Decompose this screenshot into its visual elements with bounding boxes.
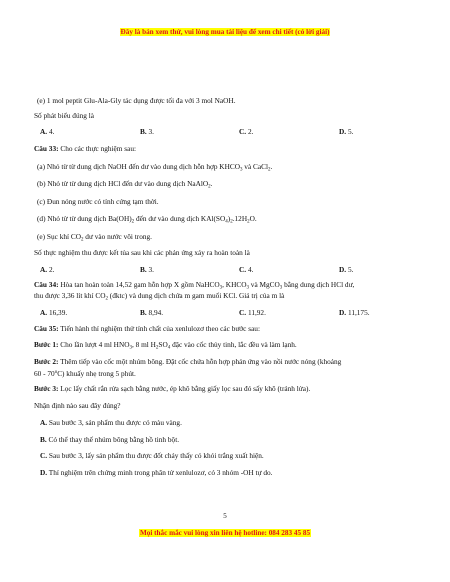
q33-option-d: D. 5. — [339, 265, 354, 274]
q34-options — [40, 308, 420, 317]
q33-option-c: C. 4. — [239, 265, 254, 274]
q32-option-b: B. 3. — [140, 127, 155, 136]
q33-item-e: (e) Sục khí $CO_2$ dư vào nước vôi trong. — [37, 232, 152, 243]
q35-question: Nhận định nào sau đây đúng? — [34, 401, 121, 410]
q35-label: Câu 35: — [34, 324, 59, 333]
q34-option-a: A. 16,39. — [40, 308, 68, 317]
q35-option-b: B. Có thể thay thế nhúm bông bằng hồ tinh bột. — [40, 435, 180, 444]
q32-option-a: A. 4. — [40, 127, 55, 136]
page-number: 5 — [223, 512, 227, 520]
q34-line-1: Câu 34: Hòa tan hoàn toàn 14,52 gam hỗn hợp X gồm NaHCO$_3$, $KHCO_3$ và MgCO$_3$ bằng dung dịch HCl dư, — [34, 280, 355, 291]
q34-option-b: B. 8,94. — [140, 308, 164, 317]
q33-intro: Cho các thực nghiệm sau: — [60, 144, 137, 153]
q33-option-b: B. 3. — [140, 265, 155, 274]
q33-item-b: (b) Nhỏ từ từ dung dịch HCl đến dư vào dung dịch NaAlO$_2$. — [37, 179, 213, 190]
q33-item-d: (d) Nhỏ từ từ dung dịch $Ba(OH)_2$ đến dư vào dung dịch $KAl(SO_4)_2.12H_2O$. — [37, 214, 257, 225]
q34-line-2: thu được 3,36 lít khí $CO_2$ (đktc) và dung dịch chứa m gam muối KCl. Giá trị của m là — [34, 291, 285, 302]
q34-option-c: C. 11,92. — [239, 308, 266, 317]
q32-item-e: (e) 1 mol peptit Glu-Ala-Gly tác dụng được tối đa với 3 mol NaOH. — [37, 96, 236, 105]
q35-option-c: C. Sau bước 3, lấy sản phẩm thu được đốt cháy thấy có khói trắng xuất hiện. — [40, 451, 264, 460]
q32-option-d: D. 5. — [339, 127, 354, 136]
q32-option-c: C. 2. — [239, 127, 254, 136]
preview-notice-text: Đây là bản xem thử, vui lòng mua tài liệu để xem chi tiết (có lời giải) — [120, 28, 330, 36]
q33-question: Số thực nghiệm thu được kết tủa sau khi các phản ứng xảy ra hoàn toàn là — [34, 248, 250, 257]
q35-step-1: Bước 1: Cho lần lượt 4 ml $HNO_3$, 8 ml $H_2SO_4$ đặc vào cốc thủy tinh, lắc đều và làm lạnh. — [34, 340, 297, 351]
preview-notice-banner — [0, 28, 450, 37]
q35-step-3: Bước 3: Lọc lấy chất rắn rửa sạch bằng nước, ép khô bằng giấy lọc sau đó sấy khô (tránh lửa). — [34, 384, 311, 393]
q33-heading — [34, 144, 136, 153]
hotline-footer-banner — [0, 529, 450, 538]
q35-intro: Tiến hành thí nghiệm thử tính chất của xenlulozơ theo các bước sau: — [58, 324, 260, 333]
q35-step-2-line-2: 60 - 70$^o$C) khuấy nhẹ trong 5 phút. — [34, 369, 136, 378]
hotline-footer-text: Mọi thắc mắc vui lòng xin liên hệ hotline: 084 283 45 85 — [139, 529, 311, 537]
q35-option-a: A. Sau bước 3, sản phẩm thu được có màu vàng. — [40, 418, 182, 427]
q32-options — [40, 127, 420, 136]
q33-option-a: A. 2. — [40, 265, 55, 274]
q35-step-2-line-1: Bước 2: Thêm tiếp vào cốc một nhúm bông. Đặt cốc chứa hỗn hợp phản ứng vào nồi nước nóng (khoảng — [34, 357, 342, 366]
q35-option-d: D. Thí nghiệm trên chứng minh trong phân tử xenlulozơ, có 3 nhóm -OH tự do. — [40, 468, 273, 477]
q33-options — [40, 265, 420, 274]
q33-item-a: (a) Nhỏ từ từ dung dịch NaOH đến dư vào dung dịch hỗn hợp $KHCO_3$ và CaCl$_2$. — [37, 162, 273, 173]
q32-question: Số phát biểu đúng là — [34, 111, 94, 120]
q33-item-c: (c) Đun nóng nước có tính cứng tạm thời. — [37, 197, 159, 206]
q35-heading — [34, 324, 260, 333]
q33-label: Câu 33: — [34, 144, 59, 153]
q34-option-d: D. 11,175. — [339, 308, 370, 317]
q34-label: Câu 34: — [34, 280, 59, 289]
